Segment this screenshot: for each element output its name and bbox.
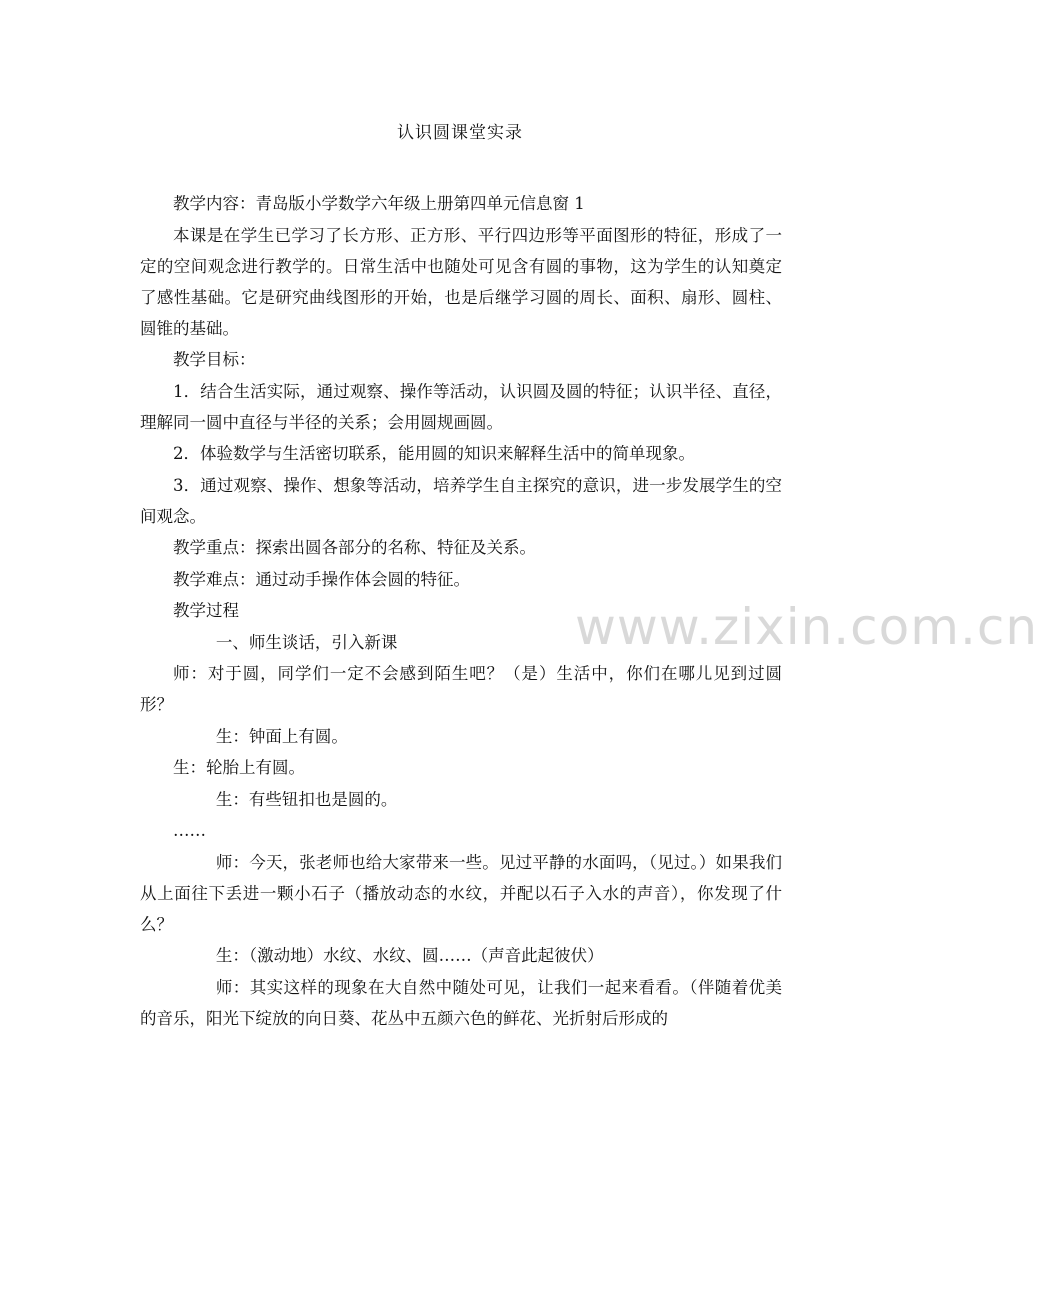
paragraph-student-2: 生：轮胎上有圆。 [173,758,305,777]
paragraph-goal-1: 1．结合生活实际，通过观察、操作等活动，认识圆及圆的特征；认识半径、直径，理解同一圆中直径与半径的关系；会用圆规画圆。 [140,381,782,432]
paragraph-student-4: 生：（激动地）水纹、水纹、圆……（声音此起彼伏） [215,946,604,965]
paragraph-student-3: 生：有些钮扣也是圆的。 [215,789,398,809]
paragraph-content: 教学内容：青岛版小学数学六年级上册第四单元信息窗 1 [173,194,585,213]
paragraph-teacher-1: 师：对于圆，同学们一定不会感到陌生吧？（是）生活中，你们在哪儿见到过圆形？ [140,664,782,714]
paragraph-goal-2: 2．体验数学与生活密切联系，能用圆的知识来解释生活中的简单现象。 [173,444,695,463]
paragraph-teacher-2: 师：今天，张老师也给大家带来一些。见过平静的水面吗，（见过。）如果我们从上面往下丢进一颗小石子（播放动态的水纹，并配以石子入水的声音），你发现了什么？ [140,852,782,934]
paragraph-teacher-3: 师：其实这样的现象在大自然中随处可见，让我们一起来看看。（伴随着优美的音乐，阳光下绽放的向日葵、花丛中五颜六色的鲜花、光折射后形成的 [140,977,782,1028]
paragraph-key-point: 教学重点：探索出圆各部分的名称、特征及关系。 [173,538,536,557]
document-title: 认识圆课堂实录 [397,123,523,143]
paragraph-intro: 本课是在学生已学习了长方形、正方形、平行四边形等平面图形的特征，形成了一定的空间观念进行教学的。日常生活中也随处可见含有圆的事物，这为学生的认知奠定了感性基础。它是研究曲线图形的开始，也是后继学习圆的周长、面积、扇形、圆柱、圆锥的基础。 [140,225,782,338]
watermark: www.zixin.com.cn [575,598,1038,656]
paragraph-ellipsis: …… [173,821,206,840]
paragraph-student-1: 生：钟面上有圆。 [215,726,348,746]
paragraph-goal-3: 3．通过观察、操作、想象等活动，培养学生自主探究的意识，进一步发展学生的空间观念。 [140,475,782,526]
paragraph-difficulty: 教学难点：通过动手操作体会圆的特征。 [173,569,470,589]
paragraph-process-heading: 教学过程 [173,601,239,620]
document-body [140,188,782,1034]
paragraph-goals-heading: 教学目标： [173,350,256,369]
paragraph-section-1: 一、师生谈话，引入新课 [215,632,398,652]
